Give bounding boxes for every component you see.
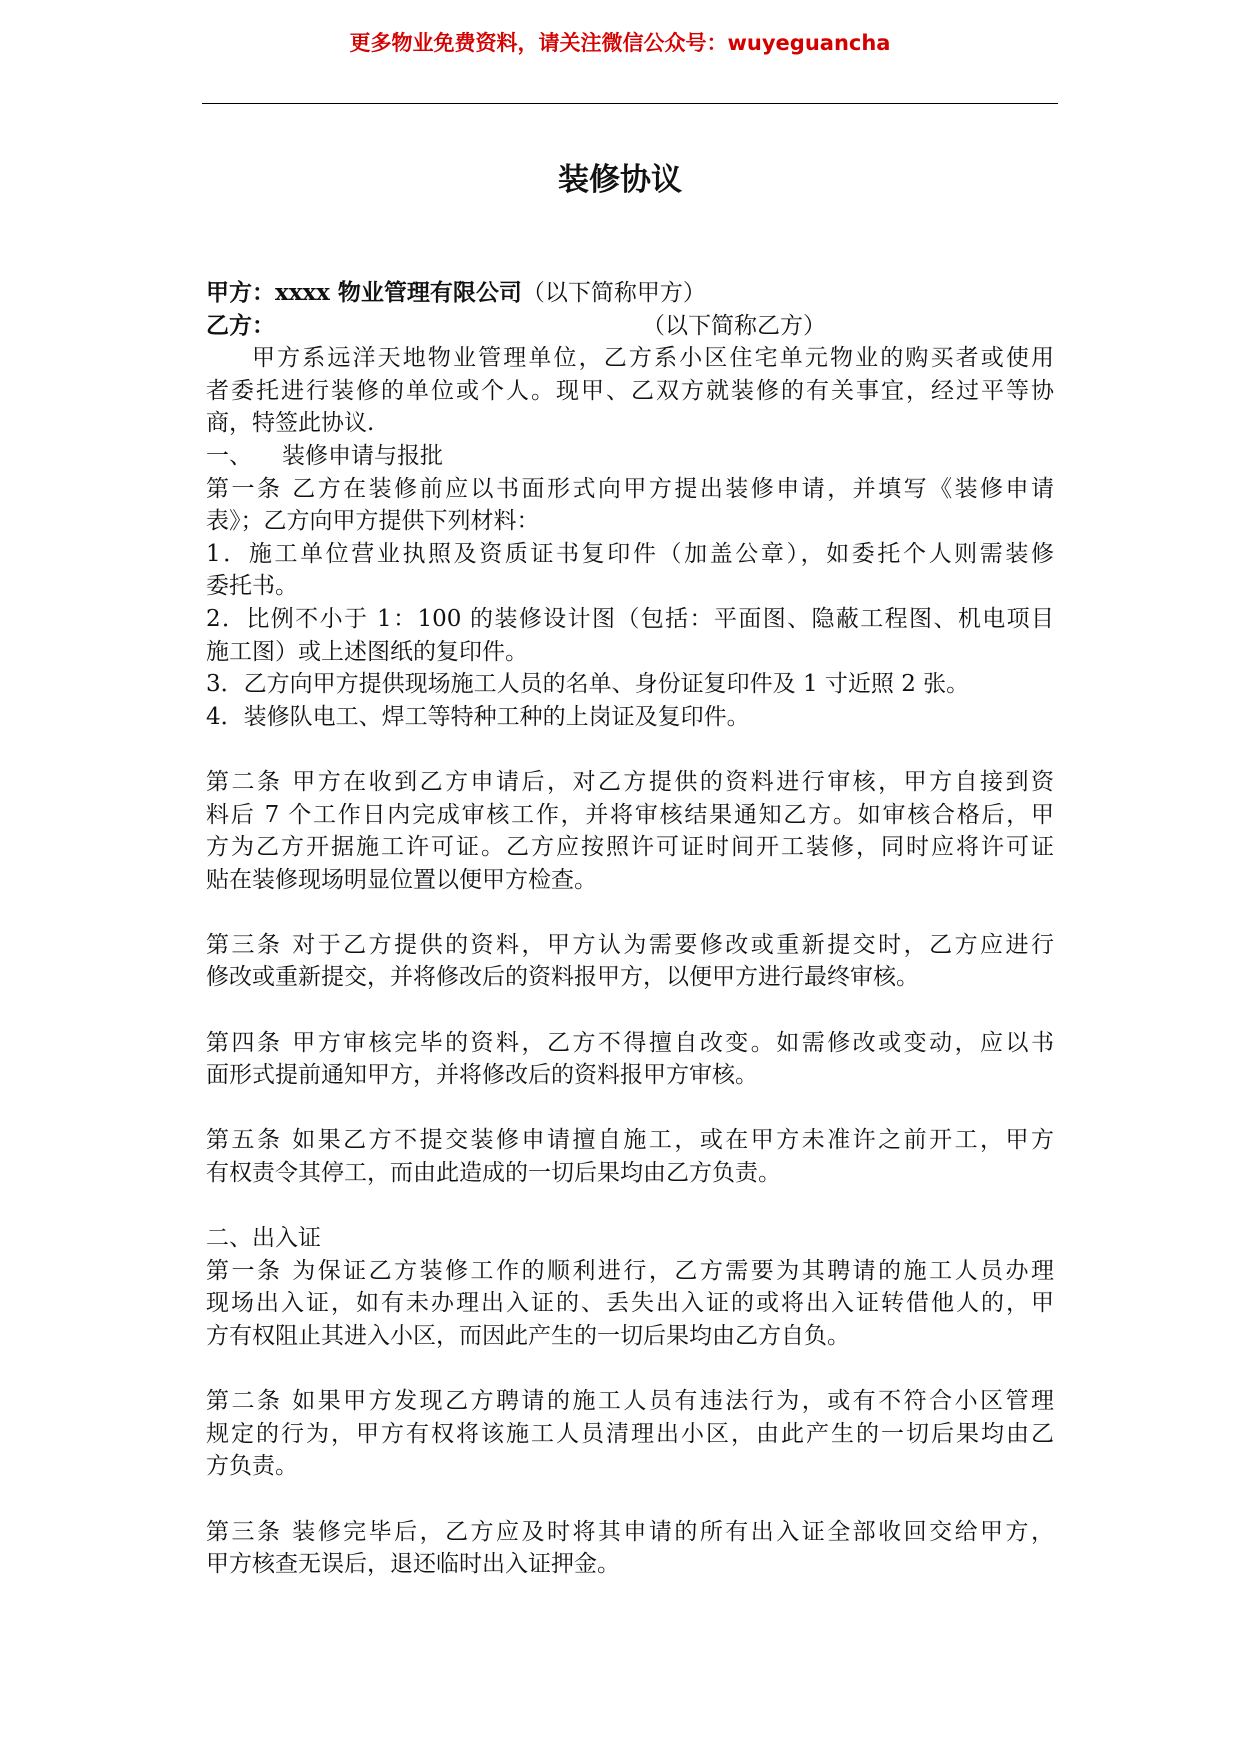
article-line: 修改或重新提交，并将修改后的资料报甲方，以便甲方进行最终审核。 (206, 964, 919, 991)
list-item: 2．比例不小于 1：100 的装修设计图（包括：平面图、隐蔽工程图、机电项目 (206, 605, 1054, 632)
document-body (206, 277, 1054, 1581)
section-1-heading (206, 440, 1054, 473)
list-item: 1．施工单位营业执照及资质证书复印件（加盖公章），如委托个人则需装修 (206, 540, 1054, 567)
header-banner: 更多物业免费资料，请关注微信公众号：wuyeguancha (349, 31, 891, 55)
intro-line: 者委托进行装修的单位或个人。现甲、乙双方就装修的有关事宜，经过平等协 (206, 377, 1054, 404)
article-line: 第四条 甲方审核完毕的资料，乙方不得擅自改变。如需修改或变动，应以书 (206, 1029, 1054, 1056)
article-line: 第三条 装修完毕后，乙方应及时将其申请的所有出入证全部收回交给甲方， (206, 1518, 1054, 1545)
party-a-line (206, 277, 1054, 310)
article-line: 方有权阻止其进入小区，而因此产生的一切后果均由乙方自负。 (206, 1323, 850, 1349)
article-line: 方负责。 (206, 1453, 298, 1480)
article-line: 表》；乙方向甲方提供下列材料： (206, 508, 540, 535)
article-line: 贴在装修现场明显位置以便甲方检查。 (206, 866, 597, 893)
article-line: 方为乙方开据施工许可证。乙方应按照许可证时间开工装修，同时应将许可证 (206, 834, 1054, 861)
party-b-label: 乙方： (206, 311, 275, 339)
article-line: 第二条 如果甲方发现乙方聘请的施工人员有违法行为，或有不符合小区管理 (206, 1388, 1054, 1415)
article-line: 第三条 对于乙方提供的资料，甲方认为需要修改或重新提交时，乙方应进行 (206, 931, 1054, 958)
party-b-line (206, 310, 1054, 343)
party-a-note: （以下简称甲方） (521, 280, 706, 306)
intro-line: 甲方系远洋天地物业管理单位，乙方系小区住宅单元物业的购买者或使用 (252, 345, 1054, 372)
article-line: 第一条 乙方在装修前应以书面形式向甲方提出装修申请，并填写《装修申请 (206, 475, 1054, 502)
article-line: 甲方核查无误后，退还临时出入证押金。 (206, 1551, 620, 1578)
article-line: 现场出入证，如有未办理出入证的、丢失出入证的或将出入证转借他人的，甲 (206, 1290, 1054, 1317)
document-title: 装修协议 (558, 162, 682, 198)
list-item-continued: 施工图）或上述图纸的复印件。 (206, 638, 528, 665)
article-line: 规定的行为，甲方有权将该施工人员清理出小区，由此产生的一切后果均由乙 (206, 1420, 1054, 1447)
article-line: 第二条 甲方在收到乙方申请后，对乙方提供的资料进行审核，甲方自接到资 (206, 768, 1054, 795)
article-line: 有权责令其停工，而由此造成的一切后果均由乙方负责。 (206, 1160, 781, 1187)
list-item: 4．装修队电工、焊工等特种工种的上岗证及复印件。 (206, 703, 750, 730)
list-item-continued: 委托书。 (206, 573, 298, 600)
section-1-title: 装修申请与报批 (282, 442, 443, 469)
section-1-number: 一、 (206, 442, 252, 469)
article-line: 料后 7 个工作日内完成审核工作，并将审核结果通知乙方。如审核合格后，甲 (206, 801, 1054, 828)
article-line: 第一条 为保证乙方装修工作的顺利进行，乙方需要为其聘请的施工人员办理 (206, 1257, 1054, 1284)
list-item: 3．乙方向甲方提供现场施工人员的名单、身份证复印件及 1 寸近照 2 张。 (206, 671, 970, 698)
party-a-label: 甲方：xxxx 物业管理有限公司 (206, 279, 522, 306)
section-2-heading: 二、出入证 (206, 1225, 321, 1252)
header-divider (202, 103, 1058, 104)
article-line: 第五条 如果乙方不提交装修申请擅自施工，或在甲方未准许之前开工，甲方 (206, 1127, 1054, 1154)
intro-line: 商，特签此协议. (206, 410, 375, 437)
party-b-note: （以下简称乙方） (642, 312, 826, 339)
article-line: 面形式提前通知甲方，并将修改后的资料报甲方审核。 (206, 1062, 758, 1089)
